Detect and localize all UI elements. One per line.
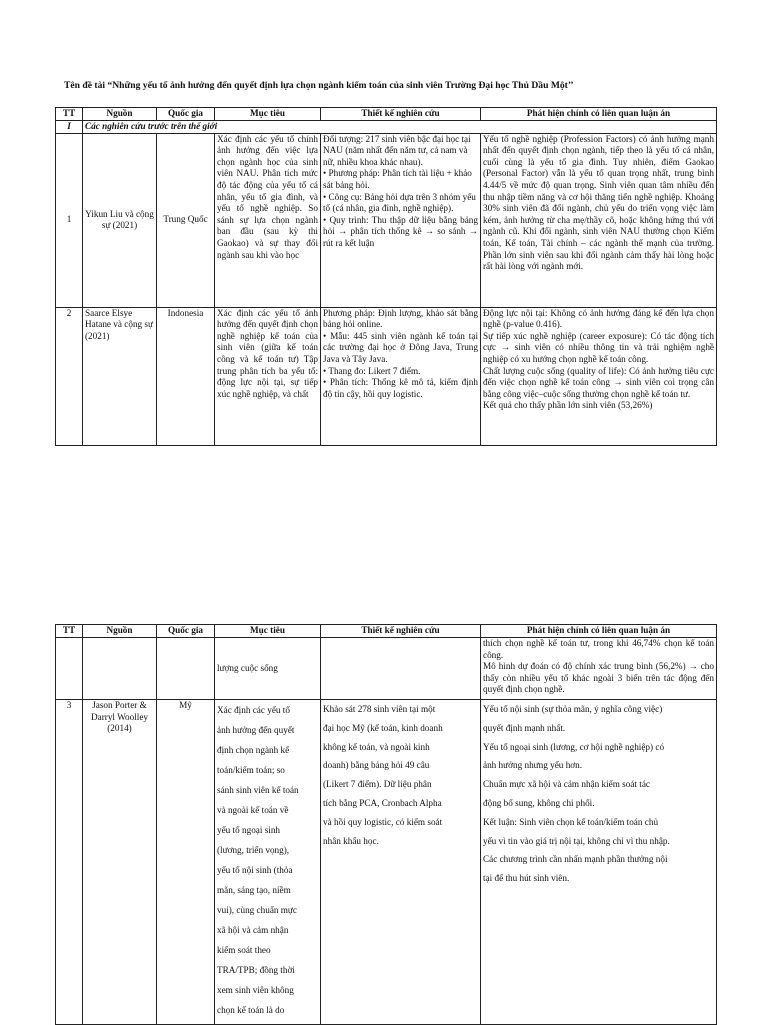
objective-line: (lương, triển vọng), bbox=[217, 845, 290, 855]
document-title: Tên đề tài “Những yếu tố ảnh hưởng đến quyết định lựa chọn ngành kiểm toán của sinh viên Trường Đại học Thủ Dầu Một’’ bbox=[64, 80, 574, 91]
table-row bbox=[56, 700, 717, 1025]
finding-line: Chất lượng cuộc sống (quality of life): Có ảnh hưởng tiêu cực đến việc chọn nghề kế toán công → sinh viên coi trọng cân bằng công việc–cuộc sống thường chọn nghề kế toán tư. bbox=[483, 365, 714, 399]
row-objective: Xác định các yếu tố chính ảnh hưởng đến việc lựa chọn ngành học của sinh viên NAU. Phân tích mức độ tác động của yếu tố cá nhân, yếu tố gia đình, và yếu tố nghề nghiệp. So sánh sự lựa chọn ngành ban đầu (sau kỳ thi Gaokao) và sự thay đổi ngành sau khi vào học bbox=[215, 133, 321, 307]
section-label: Các nghiên cứu trước trên thế giới bbox=[83, 121, 717, 134]
section-row bbox=[56, 121, 717, 134]
row-design bbox=[321, 700, 481, 1025]
row-country: Trung Quốc bbox=[157, 133, 215, 307]
row-source: Saarce Elsye Hatane và cộng sự (2021) bbox=[83, 307, 157, 445]
row-country: Mỹ bbox=[157, 700, 215, 1025]
header-tt: TT bbox=[56, 625, 83, 638]
header-findings: Phát hiện chính có liên quan luận án bbox=[481, 108, 717, 121]
header-design: Thiết kế nghiên cứu bbox=[321, 108, 481, 121]
design-line: doanh) bằng bảng hỏi 49 câu bbox=[323, 760, 430, 771]
row-objective: lượng cuộc sống bbox=[215, 638, 321, 700]
table-row bbox=[56, 307, 717, 445]
row-findings bbox=[481, 307, 717, 445]
row-findings: Yếu tố nghề nghiệp (Profession Factors) có ảnh hưởng mạnh nhất đến quyết định chọn ngành, tiếp theo là yếu tố cá nhân, cuối cùng là yếu tố gia đình. Tuy nhiên, điểm Gaokao (Personal Factor) vẫn là yếu tố quan trọng nhất, trung bình 4.44/5 về mức độ quan trọng. Sinh viên quan tâm nhiều đến thu nhập tiềm năng và cơ hội thăng tiến nghề nghiệp. Khoảng 30% sinh viên đã đổi ngành, chủ yếu do triển vọng việc làm kém, ảnh hưởng từ cha mẹ/thầy cô, hoặc không hứng thú với ngành cũ. Khi đổi ngành, sinh viên NAU thường chọn Kiểm toán, Kế toán, Tài chính – các ngành thế mạnh của trường. Phần lớn sinh viên sau khi đổi ngành cảm thấy hài lòng hoặc rất hài lòng với ngành mới. bbox=[481, 133, 717, 307]
design-line: không kế toán, và ngoài kinh bbox=[323, 741, 430, 752]
finding-line: Mô hình dự đoán có độ chính xác trung bình (56,2%) → cho thấy còn nhiều yếu tố khác ngoài 3 biến trên tác động đến quyết định chọn nghề. bbox=[483, 661, 714, 695]
objective-line: sánh sinh viên kế toán bbox=[217, 785, 299, 795]
objective-line: mãn, sáng tạo, niềm bbox=[217, 885, 291, 895]
objective-line: vui), cùng chuẩn mực bbox=[217, 905, 297, 915]
header-tt: TT bbox=[56, 108, 83, 121]
row-country: Indonesia bbox=[157, 307, 215, 445]
design-line: Phương pháp: Định lượng, khảo sát bằng bảng hỏi online. bbox=[323, 307, 478, 330]
design-line: đại học Mỹ (kế toán, kinh doanh bbox=[323, 722, 443, 733]
finding-line: Kết luận: Sinh viên chọn kế toán/kiểm toán chủ bbox=[483, 816, 659, 827]
design-line: và hồi quy logistic, có kiểm soát bbox=[323, 816, 443, 827]
row-objective: Xác định các yếu tố ảnh hưởng đến quyết định chọn nghề nghiệp kế toán của sinh viên (giữa kế toán công và kế toán tư) Tập trung phân tích ba yếu tố: động lực nội tại, sự tiếp xúc nghề nghiệp, và chất bbox=[215, 307, 321, 445]
objective-line: TRA/TPB; đồng thời bbox=[217, 965, 295, 975]
row-number: 2 bbox=[56, 307, 83, 445]
row-design bbox=[321, 638, 481, 700]
header-source: Nguồn bbox=[83, 625, 157, 638]
finding-line: thích chọn nghề kế toán tư, trong khi 46,74% chọn kế toán công. bbox=[483, 638, 714, 660]
row-objective bbox=[215, 700, 321, 1025]
design-line: Đối tượng: 217 sinh viên bậc đại học tại NAU (năm nhất đến năm tư, cả nam và nữ, nhiều khoa khác nhau). bbox=[323, 133, 471, 167]
objective-line: Xác định các yếu tố bbox=[217, 705, 290, 715]
header-country: Quốc gia bbox=[157, 625, 215, 638]
table-header-row bbox=[56, 625, 717, 638]
objective-line: và ngoài kế toán về bbox=[217, 805, 289, 815]
header-findings: Phát hiện chính có liên quan luận án bbox=[481, 625, 717, 638]
finding-line: tại để thu hút sinh viên. bbox=[483, 873, 570, 884]
objective-line: toán/kiểm toán; so bbox=[217, 765, 285, 775]
row-findings bbox=[481, 638, 717, 700]
row-number: 3 bbox=[56, 700, 83, 1025]
design-line: tích bằng PCA, Cronbach Alpha bbox=[323, 797, 442, 808]
objective-line: chọn kế toán là do bbox=[217, 1005, 285, 1015]
row-source: Jason Porter & Darryl Woolley (2014) bbox=[83, 700, 157, 1025]
objective-line: yếu tố nội sinh (thỏa bbox=[217, 865, 293, 875]
literature-table-page-1 bbox=[55, 107, 717, 446]
objective-line: ảnh hưởng đến quyết bbox=[217, 725, 295, 735]
header-source: Nguồn bbox=[83, 108, 157, 121]
design-line: • Quy trình: Thu thập dữ liệu bằng bảng hỏi → phân tích thống kê → so sánh → rút ra kết luận bbox=[323, 214, 478, 248]
finding-line: Kết quả cho thấy phần lớn sinh viên (53,26%) bbox=[483, 400, 653, 411]
design-line: • Phân tích: Thống kê mô tả, kiểm định độ tin cậy, hồi quy logistic. bbox=[323, 377, 478, 399]
finding-line: yếu vì tin vào giá trị nội tại, không chỉ vì thu nhập. bbox=[483, 835, 670, 846]
row-number bbox=[56, 638, 83, 700]
table-row bbox=[56, 133, 717, 307]
header-objective: Mục tiêu bbox=[215, 108, 321, 121]
objective-line: xem sinh viên không bbox=[217, 985, 294, 995]
finding-line: Yếu tố ngoại sinh (lương, cơ hội nghề nghiệp) có bbox=[483, 741, 665, 752]
objective-line: kiểm soát theo bbox=[217, 945, 271, 955]
row-findings bbox=[481, 700, 717, 1025]
finding-line: Chuẩn mực xã hội và cảm nhận kiểm soát tác bbox=[483, 779, 650, 790]
finding-line: Sự tiếp xúc nghề nghiệp (career exposure): Có tác động tích cực → sinh viên có nhiều thông tin và trải nghiệm nghề nghiệp có xu hướng chọn nghề kế toán công. bbox=[483, 330, 714, 364]
table-row-continuation bbox=[56, 638, 717, 700]
design-line: Khảo sát 278 sinh viên tại một bbox=[323, 704, 436, 714]
row-design bbox=[321, 133, 481, 307]
finding-line: quyết định mạnh nhất. bbox=[483, 722, 566, 733]
design-line: (Likert 7 điểm). Dữ liệu phân bbox=[323, 779, 432, 790]
table-header-row bbox=[56, 108, 717, 121]
header-country: Quốc gia bbox=[157, 108, 215, 121]
design-line: • Phương pháp: Phân tích tài liệu + khảo sát bảng hỏi. bbox=[323, 168, 472, 190]
header-objective: Mục tiêu bbox=[215, 625, 321, 638]
finding-line: Động lực nội tại: Không có ảnh hưởng đáng kể đến lựa chọn nghề (p-value 0.416). bbox=[483, 307, 714, 330]
row-design bbox=[321, 307, 481, 445]
literature-table-page-2 bbox=[55, 624, 717, 1025]
finding-line: ảnh hưởng nhưng yếu hơn. bbox=[483, 760, 583, 771]
objective-line: yếu tố ngoại sinh bbox=[217, 825, 281, 835]
row-country bbox=[157, 638, 215, 700]
finding-line: Các chương trình cần nhấn mạnh phần thưởng nội bbox=[483, 854, 668, 865]
row-source bbox=[83, 638, 157, 700]
objective-line: định chọn ngành kế bbox=[217, 745, 290, 755]
design-line: • Thang đo: Likert 7 điểm. bbox=[323, 365, 421, 376]
row-source: Yikun Liu và cộng sự (2021) bbox=[83, 133, 157, 307]
finding-line: Yếu tố nội sinh (sự thỏa mãn, ý nghĩa công việc) bbox=[483, 704, 663, 714]
design-line: • Mẫu: 445 sinh viên ngành kế toán tại các trường đại học ở Đông Java, Trung Java và Tây Java. bbox=[323, 330, 478, 364]
section-number: I bbox=[56, 121, 83, 134]
finding-line: động bổ sung, không chi phối. bbox=[483, 797, 595, 808]
design-line: • Công cụ: Bảng hỏi dựa trên 3 nhóm yếu tố (cá nhân, gia đình, nghề nghiệp). bbox=[323, 191, 476, 214]
header-design: Thiết kế nghiên cứu bbox=[321, 625, 481, 638]
row-number: 1 bbox=[56, 133, 83, 307]
design-line: nhân khẩu học. bbox=[323, 835, 379, 846]
objective-line: xã hội và cảm nhận bbox=[217, 925, 289, 935]
